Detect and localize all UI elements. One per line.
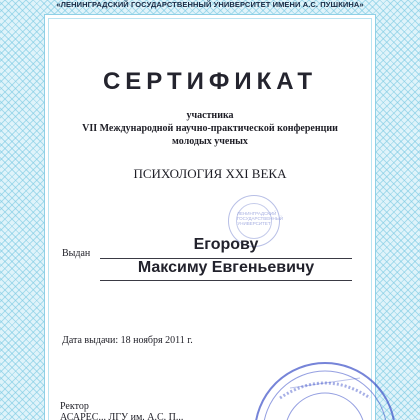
recipient-given-names: Максиму Евгеньевичу bbox=[137, 259, 315, 276]
subtitle-line-3: молодых ученых bbox=[172, 136, 248, 147]
faded-stamp-text: ЛЕНИНГРАДСКИЙ ГОСУДАРСТВЕННЫЙ УНИВЕРСИТЕТ bbox=[237, 211, 284, 226]
subtitle-line-2: VII Международной научно-практической конференции bbox=[82, 123, 338, 134]
certificate-title: СЕРТИФИКАТ bbox=[102, 68, 318, 95]
issue-date: Дата выдачи: 18 ноября 2011 г. bbox=[62, 335, 193, 346]
official-round-stamp bbox=[250, 358, 400, 420]
rector-name-partial: АСАРЕС... ЛГУ им. А.С. П... bbox=[60, 412, 184, 420]
recipient-surname: Егорову bbox=[193, 236, 259, 253]
university-name: «ЛЕНИНГРАДСКИЙ ГОСУДАРСТВЕННЫЙ УНИВЕРСИТЕТ ИМЕНИ А.С. ПУШКИНА» bbox=[56, 0, 364, 9]
subtitle-line-1: участника bbox=[186, 110, 234, 121]
rector-label: Ректор bbox=[60, 401, 89, 412]
conference-name: ПСИХОЛОГИЯ XXI ВЕКА bbox=[133, 166, 287, 181]
issued-label: Выдан bbox=[62, 248, 91, 259]
name-underline-2 bbox=[100, 280, 352, 281]
